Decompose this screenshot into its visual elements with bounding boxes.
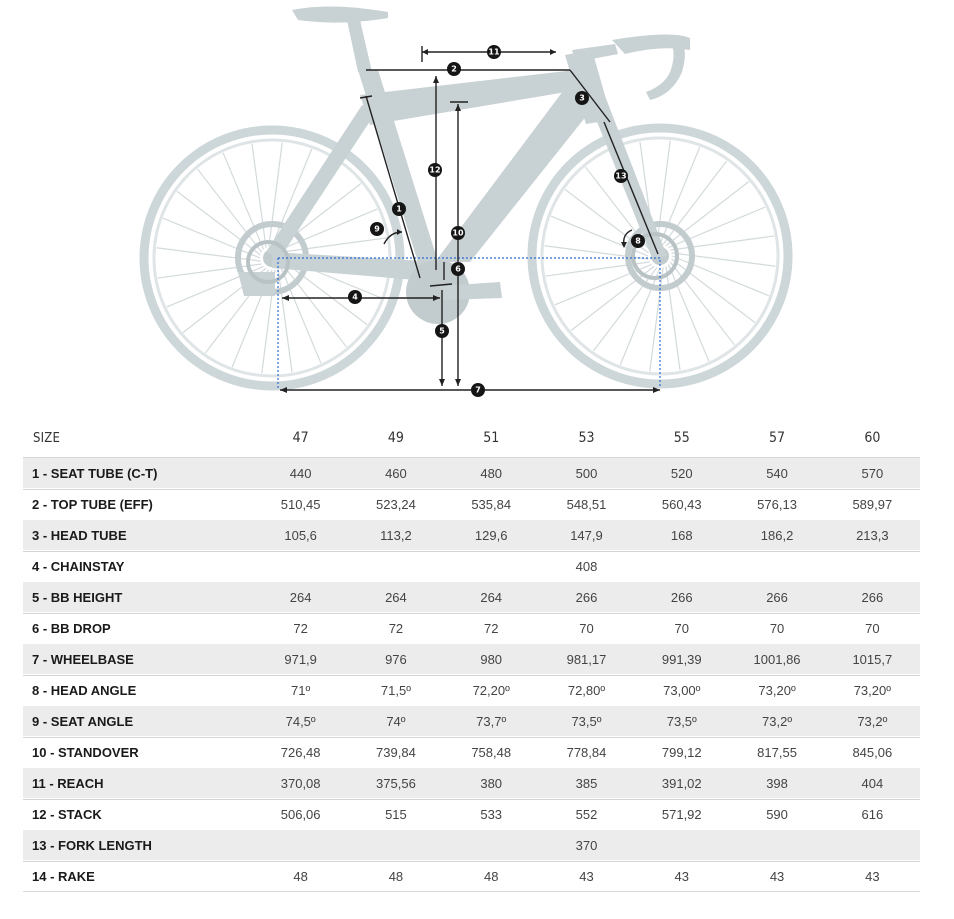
measurement-label: 11 - REACH bbox=[23, 768, 253, 799]
measurement-value: 73,7º bbox=[444, 706, 539, 737]
measurement-value: 845,06 bbox=[825, 737, 920, 768]
measurement-value: 726,48 bbox=[253, 737, 348, 768]
marker-12 bbox=[428, 163, 442, 177]
measurement-value: 560,43 bbox=[634, 489, 729, 520]
measurement-value: 398 bbox=[729, 768, 824, 799]
table-row bbox=[23, 458, 920, 489]
svg-text:11: 11 bbox=[488, 47, 500, 57]
measurement-value: 500 bbox=[539, 458, 634, 489]
measurement-value: 71,5º bbox=[348, 675, 443, 706]
measurement-value: 440 bbox=[253, 458, 348, 489]
measurement-value: 380 bbox=[444, 768, 539, 799]
measurement-value: 590 bbox=[729, 799, 824, 830]
measurement-value: 540 bbox=[729, 458, 824, 489]
measurement-value: 73,00º bbox=[634, 675, 729, 706]
measurement-value: 72 bbox=[253, 613, 348, 644]
measurement-label: 10 - STANDOVER bbox=[23, 737, 253, 768]
measurement-value: 43 bbox=[729, 861, 824, 892]
measurement-value: 43 bbox=[825, 861, 920, 892]
svg-text:3: 3 bbox=[579, 93, 585, 103]
measurement-value: 48 bbox=[444, 861, 539, 892]
table-row bbox=[23, 737, 920, 768]
measurement-value: 552 bbox=[539, 799, 634, 830]
marker-5 bbox=[435, 324, 449, 338]
svg-text:12: 12 bbox=[429, 165, 441, 175]
measurement-value: 548,51 bbox=[539, 489, 634, 520]
table-header-row bbox=[23, 419, 920, 458]
table-row bbox=[23, 768, 920, 799]
measurement-value: 72 bbox=[444, 613, 539, 644]
measurement-value: 73,5º bbox=[634, 706, 729, 737]
marker-4 bbox=[348, 290, 362, 304]
size-column-header: 47 bbox=[292, 430, 309, 446]
measurement-value: 71º bbox=[253, 675, 348, 706]
table-row bbox=[23, 582, 920, 613]
svg-text:10: 10 bbox=[452, 228, 464, 238]
measurement-value: 1001,86 bbox=[729, 644, 824, 675]
measurement-value: 70 bbox=[634, 613, 729, 644]
measurement-value: 971,9 bbox=[253, 644, 348, 675]
size-column-header: 57 bbox=[769, 430, 786, 446]
table-row bbox=[23, 613, 920, 644]
measurement-value: 981,17 bbox=[539, 644, 634, 675]
measurement-label: 14 - RAKE bbox=[23, 861, 253, 892]
measurement-value: 74,5º bbox=[253, 706, 348, 737]
measurement-label: 8 - HEAD ANGLE bbox=[23, 675, 253, 706]
svg-text:9: 9 bbox=[374, 224, 380, 234]
table-row bbox=[23, 520, 920, 551]
measurement-value: 70 bbox=[539, 613, 634, 644]
measurement-value: 73,20º bbox=[825, 675, 920, 706]
measurement-label: 9 - SEAT ANGLE bbox=[23, 706, 253, 737]
measurement-value: 72 bbox=[348, 613, 443, 644]
measurement-value: 72,80º bbox=[539, 675, 634, 706]
table-row bbox=[23, 799, 920, 830]
geometry-table bbox=[23, 419, 920, 892]
svg-text:4: 4 bbox=[352, 292, 358, 302]
marker-10 bbox=[451, 226, 465, 240]
measurement-value: 266 bbox=[539, 582, 634, 613]
measurement-value: 778,84 bbox=[539, 737, 634, 768]
measurement-label: 5 - BB HEIGHT bbox=[23, 582, 253, 613]
measurement-value: 523,24 bbox=[348, 489, 443, 520]
measurement-value: 370,08 bbox=[253, 768, 348, 799]
size-column-header: 60 bbox=[864, 430, 881, 446]
marker-6 bbox=[451, 262, 465, 276]
measurement-value: 616 bbox=[825, 799, 920, 830]
measurement-value: 1015,7 bbox=[825, 644, 920, 675]
measurement-value: 533 bbox=[444, 799, 539, 830]
measurement-value: 72,20º bbox=[444, 675, 539, 706]
measurement-label: 13 - FORK LENGTH bbox=[23, 830, 253, 861]
measurement-value: 739,84 bbox=[348, 737, 443, 768]
svg-text:7: 7 bbox=[475, 385, 481, 395]
size-column-header: 55 bbox=[673, 430, 690, 446]
measurement-value: 266 bbox=[825, 582, 920, 613]
marker-3 bbox=[575, 91, 589, 105]
measurement-label: 1 - SEAT TUBE (C-T) bbox=[23, 458, 253, 489]
marker-8 bbox=[631, 234, 645, 248]
marker-13 bbox=[614, 169, 628, 183]
measurement-label: 2 - TOP TUBE (EFF) bbox=[23, 489, 253, 520]
measurement-value: 370 bbox=[253, 830, 920, 861]
measurement-value: 576,13 bbox=[729, 489, 824, 520]
size-column-header: 51 bbox=[483, 430, 500, 446]
measurement-value: 213,3 bbox=[825, 520, 920, 551]
measurement-label: 12 - STACK bbox=[23, 799, 253, 830]
size-header: SIZE bbox=[33, 430, 61, 446]
svg-text:2: 2 bbox=[451, 64, 457, 74]
measurement-value: 506,06 bbox=[253, 799, 348, 830]
size-column-header: 53 bbox=[578, 430, 595, 446]
measurement-value: 515 bbox=[348, 799, 443, 830]
bike-illustration bbox=[144, 6, 788, 386]
measurement-value: 105,6 bbox=[253, 520, 348, 551]
marker-7 bbox=[471, 383, 485, 397]
table-row bbox=[23, 675, 920, 706]
marker-11 bbox=[487, 45, 501, 59]
measurement-value: 73,2º bbox=[825, 706, 920, 737]
measurement-value: 266 bbox=[729, 582, 824, 613]
table-row bbox=[23, 489, 920, 520]
measurement-value: 408 bbox=[253, 551, 920, 582]
measurement-value: 480 bbox=[444, 458, 539, 489]
measurement-value: 48 bbox=[253, 861, 348, 892]
measurement-value: 758,48 bbox=[444, 737, 539, 768]
svg-text:1: 1 bbox=[396, 204, 402, 214]
measurement-value: 264 bbox=[348, 582, 443, 613]
measurement-value: 70 bbox=[729, 613, 824, 644]
measurement-value: 991,39 bbox=[634, 644, 729, 675]
measurement-value: 460 bbox=[348, 458, 443, 489]
measurement-value: 43 bbox=[539, 861, 634, 892]
table-body bbox=[23, 458, 920, 892]
table-row bbox=[23, 706, 920, 737]
svg-text:8: 8 bbox=[635, 236, 641, 246]
measurement-label: 3 - HEAD TUBE bbox=[23, 520, 253, 551]
marker-1 bbox=[392, 202, 406, 216]
measurement-value: 980 bbox=[444, 644, 539, 675]
measurement-value: 799,12 bbox=[634, 737, 729, 768]
measurement-label: 7 - WHEELBASE bbox=[23, 644, 253, 675]
measurement-value: 520 bbox=[634, 458, 729, 489]
size-column-header: 49 bbox=[387, 430, 404, 446]
measurement-value: 264 bbox=[444, 582, 539, 613]
measurement-value: 570 bbox=[825, 458, 920, 489]
measurement-value: 147,9 bbox=[539, 520, 634, 551]
measurement-value: 70 bbox=[825, 613, 920, 644]
measurement-value: 264 bbox=[253, 582, 348, 613]
measurement-value: 73,20º bbox=[729, 675, 824, 706]
table-row bbox=[23, 644, 920, 675]
measurement-value: 817,55 bbox=[729, 737, 824, 768]
measurement-value: 74º bbox=[348, 706, 443, 737]
marker-2 bbox=[447, 62, 461, 76]
svg-text:13: 13 bbox=[615, 171, 627, 181]
measurement-value: 976 bbox=[348, 644, 443, 675]
table-row bbox=[23, 551, 920, 582]
table-row bbox=[23, 861, 920, 892]
marker-9 bbox=[370, 222, 384, 236]
measurement-value: 186,2 bbox=[729, 520, 824, 551]
measurement-value: 535,84 bbox=[444, 489, 539, 520]
measurement-value: 510,45 bbox=[253, 489, 348, 520]
bike-geometry-diagram bbox=[0, 0, 954, 410]
measurement-value: 391,02 bbox=[634, 768, 729, 799]
measurement-label: 4 - CHAINSTAY bbox=[23, 551, 253, 582]
measurement-value: 385 bbox=[539, 768, 634, 799]
measurement-label: 6 - BB DROP bbox=[23, 613, 253, 644]
measurement-value: 113,2 bbox=[348, 520, 443, 551]
measurement-value: 73,5º bbox=[539, 706, 634, 737]
svg-text:6: 6 bbox=[455, 264, 461, 274]
measurement-value: 375,56 bbox=[348, 768, 443, 799]
measurement-value: 129,6 bbox=[444, 520, 539, 551]
table-row bbox=[23, 830, 920, 861]
measurement-value: 266 bbox=[634, 582, 729, 613]
measurement-value: 589,97 bbox=[825, 489, 920, 520]
measurement-value: 571,92 bbox=[634, 799, 729, 830]
measurement-value: 404 bbox=[825, 768, 920, 799]
svg-text:5: 5 bbox=[439, 326, 445, 336]
measurement-value: 43 bbox=[634, 861, 729, 892]
measurement-value: 73,2º bbox=[729, 706, 824, 737]
measurement-value: 168 bbox=[634, 520, 729, 551]
measurement-value: 48 bbox=[348, 861, 443, 892]
